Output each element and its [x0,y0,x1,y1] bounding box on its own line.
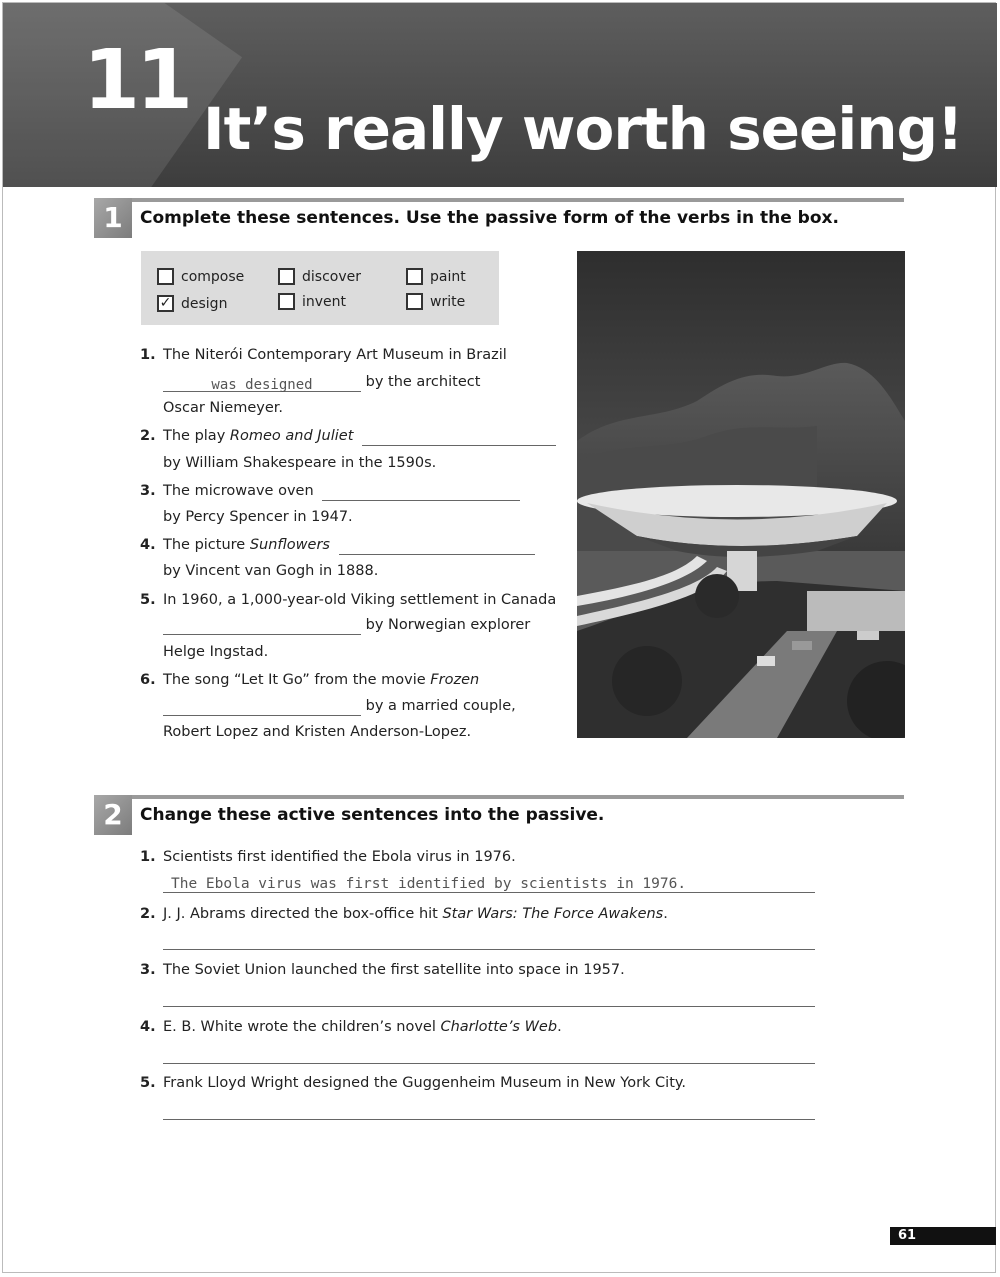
word: discover [302,268,361,285]
item-number: 5. [140,1075,156,1091]
word: invent [302,293,347,310]
word: compose [181,268,245,285]
answer-blank[interactable] [163,699,361,716]
item-title: Charlotte’s Web [440,1019,558,1035]
item-text: Scientists first identified the Ebola virus in 1976. [163,849,516,865]
question-line: by Percy Spencer in 1947. [163,509,353,525]
question-item [140,904,668,924]
item-text-end: . [663,906,668,922]
question-line: Oscar Niemeyer. [163,400,283,416]
item-text: In 1960, a 1,000-year-old Viking settlement in Canada [163,592,557,608]
question-line [163,615,530,635]
question-item [140,847,516,867]
answer-line[interactable] [163,1039,815,1064]
word-box-item[interactable] [406,293,465,310]
item-text: The Niterói Contemporary Art Museum in Brazil [163,347,507,363]
handwritten-answer: The Ebola virus was first identified by scientists in 1976. [171,876,687,892]
item-text: Frank Lloyd Wright designed the Guggenheim Museum in New York City. [163,1075,687,1091]
exercise-number: 1 [94,198,132,238]
item-text: by Norwegian explorer [365,617,531,633]
question-item [140,481,520,501]
item-title: Sunflowers [249,537,330,553]
question-line: Helge Ingstad. [163,644,269,660]
item-text: The picture [163,537,250,553]
item-text: The Soviet Union launched the first satellite into space in 1957. [163,962,625,978]
item-text: The song “Let It Go” from the movie [163,672,431,688]
answer-line[interactable] [163,1095,815,1120]
exercise-2-header [94,795,904,835]
item-title: Frozen [430,672,480,688]
word: paint [430,268,466,285]
question-line: by Vincent van Gogh in 1888. [163,563,379,579]
item-title: Star Wars: The Force Awakens [442,906,664,922]
item-text: J. J. Abrams directed the box-office hit [163,906,443,922]
unit-title: It’s really worth seeing! [203,95,963,163]
item-number: 6. [140,672,156,688]
item-number: 4. [140,1019,156,1035]
answer-line[interactable] [163,982,815,1007]
question-line [163,696,516,716]
checkbox-icon[interactable] [157,268,174,285]
word: design [181,295,228,312]
checkbox-icon[interactable] [278,293,295,310]
question-line [163,372,480,392]
handwritten-answer: was designed [211,377,313,393]
question-line: Robert Lopez and Kristen Anderson-Lopez. [163,724,472,740]
unit-number: 11 [83,33,190,128]
word-box-item[interactable] [278,268,361,285]
question-item [140,670,480,690]
question-item [140,426,556,446]
item-text: The microwave oven [163,483,314,499]
checkbox-icon-checked[interactable]: ✓ [157,295,174,312]
exercise-1-header [94,198,904,238]
item-number: 3. [140,483,156,499]
section-rule [94,198,904,202]
word-box [141,251,499,325]
word-box-item[interactable] [157,295,227,312]
item-title: Romeo and Juliet [229,428,354,444]
page-number: 61 [890,1227,996,1245]
answer-blank[interactable] [322,484,520,501]
question-item [140,535,535,555]
question-line: by William Shakespeare in the 1590s. [163,455,437,471]
item-text: The play [163,428,230,444]
item-text: by a married couple, [365,698,516,714]
museum-photo [577,251,905,738]
checkbox-icon[interactable] [406,268,423,285]
item-number: 5. [140,592,156,608]
item-number: 2. [140,428,156,444]
word: write [430,293,466,310]
answer-blank[interactable] [163,618,361,635]
exercise-instruction: Change these active sentences into the passive. [140,805,605,825]
exercise-instruction: Complete these sentences. Use the passive form of the verbs in the box. [140,208,839,228]
word-box-item[interactable] [406,268,466,285]
item-number: 3. [140,962,156,978]
item-text: E. B. White wrote the children’s novel [163,1019,441,1035]
answer-blank[interactable] [339,538,535,555]
word-box-item[interactable] [157,268,244,285]
item-number: 4. [140,537,156,553]
answer-line[interactable] [163,868,815,893]
answer-line[interactable] [163,925,815,950]
item-number: 1. [140,849,156,865]
question-item [140,1017,562,1037]
item-number: 2. [140,906,156,922]
item-text-end: . [557,1019,562,1035]
question-item [140,345,507,365]
checkbox-icon[interactable] [278,268,295,285]
unit-header [3,3,997,187]
answer-blank[interactable] [163,375,361,392]
item-text: by the architect [365,374,481,390]
question-item [140,1073,687,1093]
exercise-number: 2 [94,795,132,835]
question-item [140,590,557,610]
item-number: 1. [140,347,156,363]
word-box-item[interactable] [278,293,346,310]
question-item [140,960,625,980]
checkbox-icon[interactable] [406,293,423,310]
answer-blank[interactable] [362,429,556,446]
section-rule [94,795,904,799]
